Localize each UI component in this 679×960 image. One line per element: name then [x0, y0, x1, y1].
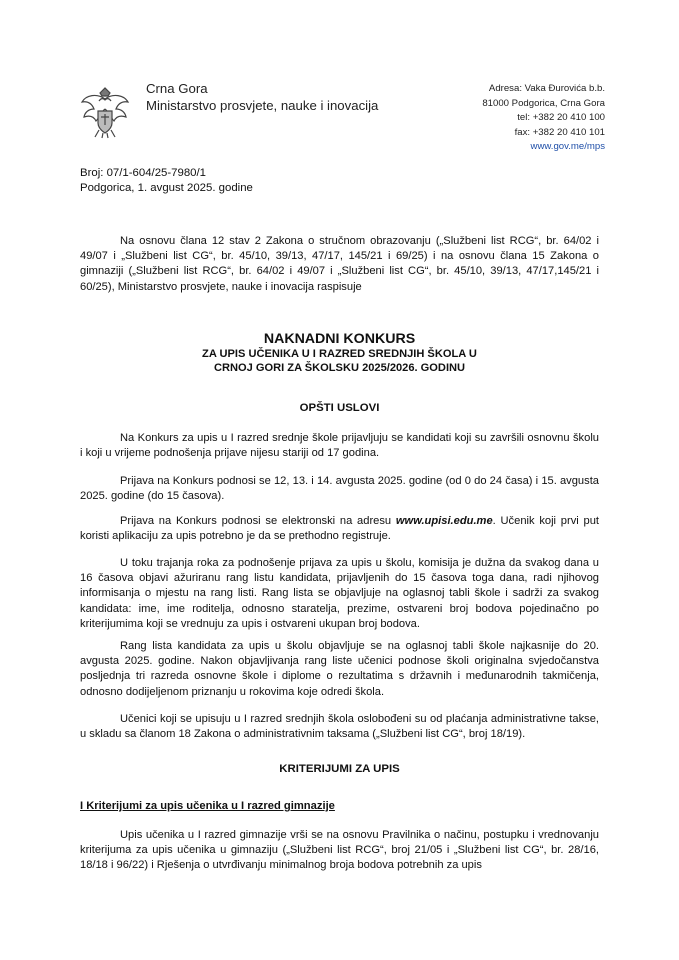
document-title: NAKNADNI KONKURS: [263, 331, 416, 347]
paragraph-fee-exemption: Učenici koji se upisuju u I razred srednjih škola oslobođeni su od plaćanja administrativne takse, u skladu sa članom 18 Zakona o administrativnim taksama („Službeni list CG“, broj 18/19).: [80, 713, 599, 741]
intro-paragraph: Na osnovu člana 12 stav 2 Zakona o stručnom obrazovanju („Službeni list RCG“, br. 64/02 i 49/07 i „Službeni list CG“, br. 45/10, 39/13, 47/17, 145/21 i 69/25) i na osnovu člana 15 Zakona o gimnaziji („Službeni list RCG“, br. 64/02 i 49/07 i „Službeni list CG“, br. 45/10, 39/13, 47/17,145/21 i 60/25), Ministarstvo prosvjete, nauke i inovacija raspisuje: [80, 235, 599, 293]
online-application-text-end: . Učenik koji prvi put koristi aplikaciju za upis potrebno je da se prethodno registruje.: [80, 515, 599, 543]
section-heading-general: OPŠTI USLOVI: [299, 402, 380, 414]
organization-name: [146, 80, 378, 114]
online-application-text: Prijava na Konkurs podnosi se elektronski na adresu: [120, 515, 396, 527]
reference-number: Broj: 07/1-604/25-7980/1: [80, 167, 207, 179]
section-heading-criteria: KRITERIJUMI ZA UPIS: [279, 763, 400, 775]
document-meta: [80, 166, 253, 196]
upisi-website-link[interactable]: www.upisi.edu.me: [395, 515, 493, 527]
address-line: Adresa: Vaka Đurovića b.b.: [488, 83, 605, 94]
ministry-name: Ministarstvo prosvjete, nauke i inovacija: [146, 98, 379, 113]
city-line: 81000 Podgorica, Crna Gora: [482, 97, 605, 109]
paragraph-gymnasium-criteria: Upis učenika u I razred gimnazije vrši se na osnovu Pravilnika o načinu, postupku i vrednovanju kriterijuma za upis učenika u gimnaziju („Službeni list RCG“, broj 21/05 i „Službeni list CG“, br. 28/16, 18/18 i 96/22) i Rješenja o utvrđivanju minimalnog broja bodova potrebnih za upis: [80, 829, 599, 872]
document-subtitle-line2: CRNOJ GORI ZA ŠKOLSKU 2025/2026. GODINU: [213, 362, 466, 374]
telephone-line: tel: +382 20 410 100: [517, 112, 605, 124]
paragraph-online-application: [80, 514, 599, 544]
contact-block: [482, 82, 605, 155]
subsection-heading-gymnasium: I Kriterijumi za upis učenika u I razred gimnazije: [80, 800, 335, 812]
fax-line: fax: +382 20 410 101: [514, 126, 605, 138]
paragraph-eligibility: Na Konkurs za upis u I razred srednje škole prijavljuju se kandidati koji su završili osnovnu školu i koji u vrijeme podnošenja prijave nijesu stariji od 17 godina.: [80, 432, 599, 460]
country-name: Crna Gora: [146, 81, 208, 96]
paragraph-final-ranking: Rang lista kandidata za upis u školu objavljuje se na oglasnoj tabli škole najkasnije do 20. avgusta 2025. godine. Nakon objavljivanja rang liste učenici podnose školi originalna svjedočanstva posljednja tri razreda osnovne škole i diplome o rezultatima s državnih i međunarodnih takmičenja, odnosno dodijeljenom priznanju u rokovima koje odredi škola.: [80, 640, 599, 698]
coat-of-arms-icon: [80, 87, 130, 139]
website-link[interactable]: www.gov.me/mps: [530, 141, 605, 153]
document-subtitle-line1: ZA UPIS UČENIKA U I RAZRED SREDNJIH ŠKOLA U: [202, 348, 477, 360]
paragraph-application-dates: Prijava na Konkurs podnosi se 12, 13. i 14. avgusta 2025. godine (od 0 do 24 časa) i 15. avgusta 2025. godine (do 15 časova).: [80, 475, 599, 503]
paragraph-ranking-list: U toku trajanja roka za podnošenje prijava za upis u školu, komisija je dužna da svakog dana u 16 časova objavi ažuriranu rang listu kandidata, prijavljenih do 15 časova toga dana, radi njihovog informisanja o mjestu na rang listi. Rang lista se objavljuje na oglasnoj tabli škole i sadrži za svakog kandidata: ime, ime roditelja, odnosno staratelja, prezime, ostvareni broj bodova pojedinačno po kriterijumima koji se vrednuju za upis i ostvareni ukupan broj bodova.: [80, 557, 599, 630]
document-date: Podgorica, 1. avgust 2025. godine: [80, 182, 253, 194]
